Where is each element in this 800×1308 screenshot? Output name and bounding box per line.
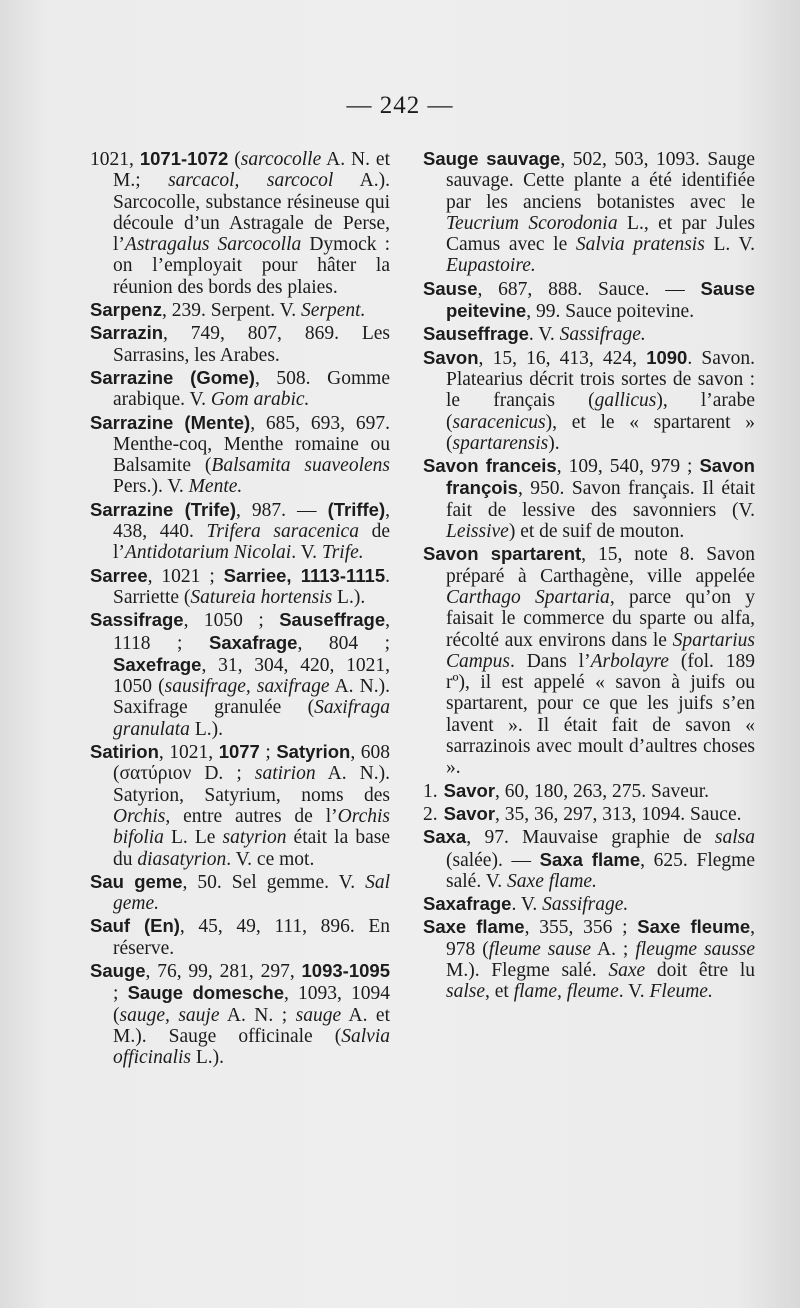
italic-term: sausifrage, saxifrage bbox=[164, 676, 330, 698]
entry-text: 1021, bbox=[90, 149, 140, 170]
italic-term: Saxe flame. bbox=[507, 870, 597, 892]
headword: Savor bbox=[443, 802, 496, 824]
headword: Sarrazine (Mente) bbox=[90, 411, 251, 433]
italic-term: Sassifrage. bbox=[559, 324, 646, 346]
italic-term: Trifera saracenica bbox=[206, 521, 359, 543]
entry-text: . Sarriette ( bbox=[113, 565, 390, 608]
headword: Sarriee, 1113-1115 bbox=[223, 564, 386, 586]
italic-term: Saxe bbox=[608, 959, 646, 981]
italic-term: sarcacol, sarcocol bbox=[168, 170, 334, 192]
entry-text: ). bbox=[548, 432, 560, 454]
entry-text: , 109, 540, 979 ; bbox=[556, 456, 700, 478]
headword: Sause peitevine bbox=[446, 277, 755, 322]
entry-text: , 978 ( bbox=[446, 917, 755, 960]
entry-text: , 97. Mauvaise graphie de bbox=[466, 827, 715, 849]
entry-text: , 685, 693, 697. Menthe-coq, Menthe romaine ou Balsamite ( bbox=[113, 412, 390, 477]
entry-text: , 15, 16, 413, 424, bbox=[478, 347, 647, 369]
headword: Sarree bbox=[90, 564, 148, 586]
entry-text: , 45, 49, 111, 896. En réserve. bbox=[113, 916, 390, 959]
headword: Saxafrage bbox=[208, 631, 298, 653]
entry-text: , 1093, 1094 ( bbox=[113, 983, 391, 1026]
headword: Sauge sauvage bbox=[423, 148, 561, 169]
entry-text: , 987. — bbox=[235, 499, 328, 521]
entry-text: était la base du bbox=[113, 827, 390, 870]
headword: 1071-1072 bbox=[139, 148, 229, 169]
italic-term: sauge bbox=[295, 1004, 342, 1026]
entry-text: . V. bbox=[511, 894, 543, 916]
headword: Sassifrage bbox=[90, 609, 184, 631]
italic-term: Teucrium Scorodonia bbox=[446, 212, 618, 234]
headword: Sauge bbox=[90, 959, 146, 981]
italic-term: Salvia officinalis bbox=[113, 1025, 390, 1069]
italic-term: saracenicus bbox=[452, 411, 546, 433]
entry-text: . Dans l’ bbox=[509, 650, 591, 672]
glossary-entry bbox=[90, 412, 390, 498]
glossary-entry bbox=[423, 323, 755, 345]
headword: Savon franceis bbox=[423, 455, 557, 477]
glossary-entry bbox=[423, 543, 755, 778]
glossary-entry bbox=[90, 322, 390, 366]
glossary-entry bbox=[423, 780, 755, 802]
italic-term: flame, fleume bbox=[513, 981, 619, 1003]
glossary-entry bbox=[423, 893, 755, 915]
entry-text: A. N.). Satyrion, Satyrium, noms des bbox=[113, 763, 390, 806]
entry-text: . V. bbox=[291, 542, 322, 564]
entry-text: , 31, 304, 420, 1021, 1050 ( bbox=[113, 654, 390, 698]
italic-term: Spartarius Campus bbox=[446, 629, 755, 672]
italic-term: fleugme sausse bbox=[635, 938, 756, 960]
headword: Sauseffrage bbox=[279, 609, 386, 631]
italic-term: Satureia hortensis bbox=[190, 586, 333, 608]
glossary-entry bbox=[423, 803, 755, 825]
headword: 1093-1095 bbox=[301, 959, 390, 981]
italic-term: Sal geme. bbox=[113, 871, 390, 915]
glossary-entry bbox=[90, 960, 390, 1068]
italic-term: Arbolayre bbox=[590, 650, 669, 672]
glossary-entry bbox=[423, 826, 755, 892]
entry-text: , et bbox=[485, 981, 514, 1003]
entry-text: , 749, 807, 869. Les Sarrasins, les Arabes. bbox=[113, 323, 390, 366]
headword: Sarpenz bbox=[90, 299, 162, 321]
left-column bbox=[90, 148, 390, 1069]
entry-text: L., et par Jules Camus avec le bbox=[446, 212, 755, 256]
glossary-entry bbox=[423, 916, 755, 1002]
italic-term: Balsamita suaveolens bbox=[211, 455, 390, 477]
italic-term: sarcocolle bbox=[240, 149, 322, 170]
entry-text: L. Le bbox=[163, 827, 223, 849]
entry-text: L. V. bbox=[704, 234, 755, 256]
headword: Savor bbox=[443, 779, 496, 801]
entry-text: , 60, 180, 263, 275. Saveur. bbox=[495, 780, 709, 802]
entry-text: , 502, 503, 1093. Sauge sauvage. Cette plante a été identifiée par les anciens botanistes avec le bbox=[446, 149, 756, 213]
entry-text: A.). Sarcocolle, substance résineuse qui découle d’un Astragale de Perse, l’ bbox=[113, 170, 390, 256]
entry-text: , 1050 ; bbox=[183, 610, 280, 632]
headword: Saxafrage bbox=[423, 893, 512, 915]
headword: 1090 bbox=[646, 346, 688, 368]
italic-term: Fleume. bbox=[649, 981, 713, 1003]
headword: Sause bbox=[423, 277, 478, 299]
entry-text: . V. ce mot. bbox=[226, 848, 315, 870]
entry-text: A. N. et M.; bbox=[113, 149, 390, 192]
entry-text: , entre autres de l’ bbox=[165, 805, 338, 827]
italic-term: Gom arabic. bbox=[210, 389, 310, 411]
headword: Sarrazin bbox=[90, 322, 164, 344]
entry-text: , 1021 ; bbox=[147, 565, 224, 587]
italic-term: salse bbox=[446, 981, 485, 1003]
entry-text: , 950. Savon français. Il était fait de lessive des savonniers (V. bbox=[446, 478, 755, 521]
headword: Saxe fleume bbox=[637, 916, 751, 938]
entry-text: , 608 (σατύριον D. ; bbox=[113, 742, 391, 785]
entry-text: A. ; bbox=[591, 938, 636, 960]
italic-term: Leissive bbox=[446, 521, 509, 543]
headword: Savon bbox=[423, 346, 479, 368]
entry-text: , 508. Gomme arabique. V. bbox=[113, 367, 390, 411]
glossary-entry bbox=[90, 741, 390, 870]
headword: Saxa bbox=[423, 826, 467, 848]
italic-term: Carthago Spartaria bbox=[446, 586, 610, 608]
italic-term: Serpent. bbox=[301, 300, 366, 322]
entry-text: . Savon. Platearius décrit trois sortes de savon : le français ( bbox=[446, 347, 755, 412]
headword: Saxa flame bbox=[539, 848, 641, 870]
headword: Saxe flame bbox=[423, 916, 525, 938]
entry-text: , 438, 440. bbox=[113, 499, 391, 543]
headword: Sarrazine (Trife) bbox=[90, 498, 236, 520]
italic-term: Mente. bbox=[188, 476, 243, 498]
glossary-entry bbox=[90, 871, 390, 915]
glossary-entry bbox=[90, 915, 390, 959]
glossary-entry bbox=[423, 278, 755, 323]
glossary-entry bbox=[90, 299, 390, 321]
italic-term: sauge, sauje bbox=[119, 1004, 220, 1026]
headword: Sauseffrage bbox=[423, 323, 529, 345]
italic-term: satirion bbox=[254, 763, 316, 785]
entry-text: , 50. Sel gemme. V. bbox=[182, 871, 366, 893]
entry-text: A. N. ; bbox=[219, 1004, 296, 1026]
glossary-entry bbox=[90, 565, 390, 609]
entry-text: L.). bbox=[191, 1047, 225, 1069]
headword: Sauge domesche bbox=[127, 982, 284, 1004]
entry-text: , 239. Serpent. V. bbox=[161, 300, 302, 322]
glossary-entry bbox=[90, 367, 390, 411]
entry-text: L.). bbox=[189, 718, 223, 740]
glossary-entry bbox=[90, 499, 390, 564]
entry-text: , 355, 356 ; bbox=[524, 917, 638, 939]
page-number: — 242 — bbox=[346, 92, 454, 119]
italic-term: satyrion bbox=[222, 827, 287, 849]
entry-number: 1. bbox=[423, 780, 438, 802]
entry-text: , 625. Flegme salé. V. bbox=[446, 849, 755, 892]
entry-text: ), et le « spartarent » ( bbox=[446, 411, 755, 454]
glossary-entry bbox=[90, 609, 390, 740]
entry-text: . V. bbox=[618, 981, 650, 1003]
headword: (Triffe) bbox=[327, 498, 386, 520]
headword: Sarrazine (Gome) bbox=[90, 366, 255, 388]
italic-term: Antidotarium Nicolai bbox=[124, 542, 292, 564]
entry-text: , 1021, bbox=[158, 742, 219, 764]
entry-text: , 1118 ; bbox=[113, 610, 390, 654]
right-column bbox=[423, 148, 755, 1004]
entry-text: doit être lu bbox=[645, 959, 755, 981]
headword: Savon françois bbox=[446, 455, 755, 499]
italic-term: Orchis bbox=[113, 805, 166, 827]
headword: Sauf (En) bbox=[90, 915, 180, 937]
headword: Satyrion bbox=[276, 741, 351, 763]
italic-term: Astragalus Sarcocolla bbox=[124, 234, 302, 256]
entry-text: , 35, 36, 297, 313, 1094. Sauce. bbox=[495, 803, 742, 825]
glossary-entry bbox=[423, 148, 755, 277]
entry-number: 2. bbox=[423, 803, 438, 825]
italic-term: Saxifraga granulata bbox=[113, 697, 390, 740]
entry-text: Dymock : on l’employait pour hâter la réunion des bords des plaies. bbox=[113, 234, 390, 298]
entry-text: M.). Flegme salé. bbox=[446, 959, 609, 981]
entry-text: , 804 ; bbox=[297, 632, 390, 654]
entry-text: A. N.). Saxifrage granulée ( bbox=[113, 676, 390, 719]
entry-text: , 15, note 8. Savon préparé à Carthagène, ville appelée bbox=[446, 544, 755, 587]
entry-text: de l’ bbox=[113, 521, 391, 564]
headword: 1077 bbox=[218, 741, 260, 763]
headword: Satirion bbox=[90, 741, 159, 763]
italic-term: spartarensis bbox=[452, 432, 549, 454]
italic-term: salsa bbox=[714, 827, 755, 849]
glossary-entry bbox=[90, 148, 390, 298]
headword: Savon spartarent bbox=[423, 543, 582, 565]
italic-term: Trife. bbox=[321, 542, 364, 564]
glossary-entry bbox=[423, 347, 755, 454]
entry-text: ), l’arabe ( bbox=[446, 390, 755, 433]
italic-term: gallicus bbox=[594, 390, 657, 412]
italic-term: Salvia pratensis bbox=[575, 234, 705, 256]
entry-text: (fol. 189 rº), il est appelé « savon à juifs ou spartarent, pour ce que les juifs s’en lavent ». Il était fait de savon « sarrazinois avec moult d’aultres choses ». bbox=[446, 650, 755, 779]
entry-text: L.). bbox=[332, 586, 366, 608]
italic-term: Sassifrage. bbox=[542, 894, 629, 916]
glossary-entry bbox=[423, 455, 755, 542]
italic-term: fleume sause bbox=[488, 938, 592, 960]
italic-term: Eupastoire. bbox=[446, 255, 536, 277]
italic-term: Orchis bifolia bbox=[113, 805, 390, 849]
entry-text: , 76, 99, 281, 297, bbox=[145, 960, 302, 982]
headword: Saxefrage bbox=[113, 653, 202, 675]
entry-text: Pers.). V. bbox=[113, 476, 189, 498]
entry-text: , parce qu’on y faisait le commerce du sparte ou alfa, récolté aux environs dans le bbox=[446, 586, 755, 651]
entry-text: ; bbox=[113, 983, 128, 1005]
entry-text: (salée). — bbox=[446, 849, 540, 871]
entry-text: ; bbox=[259, 742, 277, 764]
entry-text: , 99. Sauce poitevine. bbox=[526, 301, 695, 323]
headword: Sau geme bbox=[90, 870, 183, 892]
entry-text: A. et M.). Sauge officinale ( bbox=[113, 1004, 390, 1047]
entry-text: . V. bbox=[528, 324, 560, 346]
entry-text: ) et de suif de mouton. bbox=[508, 521, 685, 543]
entry-text: , 687, 888. Sauce. — bbox=[477, 278, 701, 300]
entry-text: ( bbox=[228, 149, 241, 170]
italic-term: diasatyrion bbox=[137, 848, 227, 870]
